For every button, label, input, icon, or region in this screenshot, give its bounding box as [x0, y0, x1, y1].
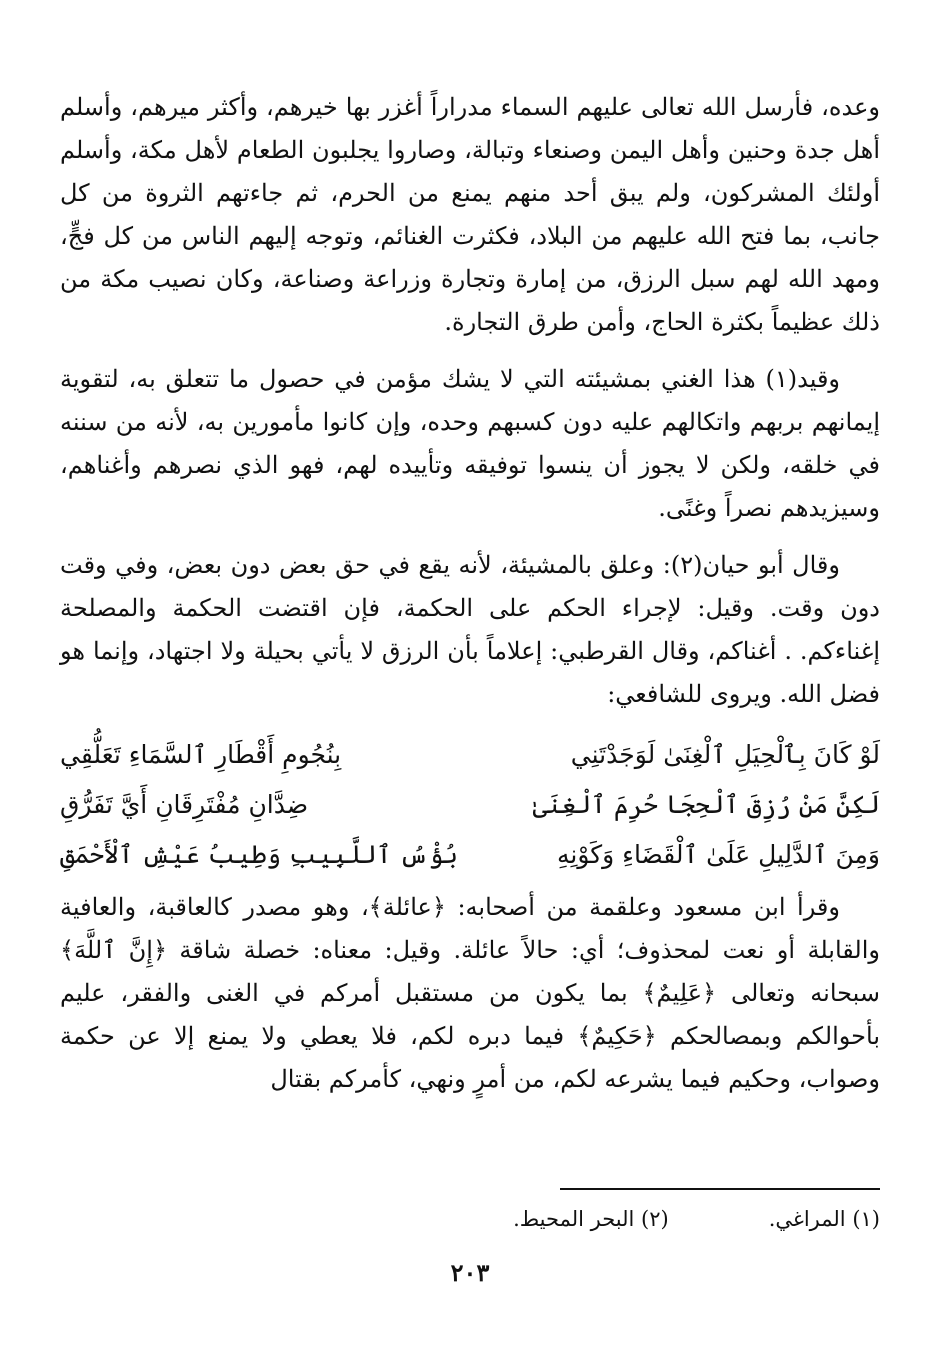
- main-text: [60, 86, 880, 1115]
- hemistich-second: بِنُجُومِ أَقْطَارِ ٱلسَّمَاءِ تَعَلُّقِي: [60, 740, 342, 769]
- footnote-1: (١) المراغي.: [768, 1207, 880, 1231]
- hemistich-second: بُؤْسُ ٱللَّبِيبِ وَطِيبُ عَيْشِ ٱلْأَحْمَقِ: [60, 840, 458, 869]
- footnotes: [60, 1204, 880, 1234]
- paragraph-4: وقرأ ابن مسعود وعلقمة من أصحابه: ﴿عائلة﴾، وهو مصدر كالعاقبة، والعافية والقابلة أو نعت لمحذوف؛ أي: حالاً عائلة. وقيل: معناه: خصلة شاقة ﴿إِنَّ ٱللَّهَ﴾ سبحانه وتعالى ﴿عَلِيمٌ﴾ بما يكون من مستقبل أمركم في الغنى والفقر، عليم بأحوالكم وبمصالحكم ﴿حَكِيمٌ﴾ فيما دبره لكم، فلا يعطي ولا يمنع إلا عن حكمة وصواب، وحكيم فيما يشرعه لكم، من أمرٍ ونهي، كأمركم بقتال: [60, 893, 881, 1093]
- footnote-2: (٢) البحر المحيط.: [513, 1207, 669, 1231]
- hemistich-second: ضِدَّانِ مُفْتَرِقَانِ أَيَّ تَفَرُّقِ: [60, 790, 309, 819]
- poem-verse: [60, 730, 880, 780]
- paragraph-3: وقال أبو حيان(٢): وعلق بالمشيئة، لأنه يقع في حق بعض دون بعض، وفي وقت دون وقت. وقيل: لإجراء الحكم على الحكمة، فإن اقتضت الحكمة والمصلحة إغناءكم. . أغناكم، وقال القرطبي: إعلاماً بأن الرزق لا يأتي بحيلة ولا اجتهاد، وإنما هو فضل الله. ويروى للشافعي:: [60, 551, 880, 708]
- page-number: ٢٠٣: [450, 1258, 490, 1287]
- hemistich-first: لَوْ كَانَ بِٱلْحِيَلِ ٱلْغِنَىٰ لَوَجَدْتَنِي: [570, 740, 880, 769]
- hemistich-first: وَمِنَ ٱلدَّلِيلِ عَلَىٰ ٱلْقَضَاءِ وَكَوْنِهِ: [556, 840, 880, 869]
- footnote-divider: [560, 1188, 880, 1190]
- paragraph-1: وعده، فأرسل الله تعالى عليهم السماء مدراراً أغزر بها خيرهم، وأكثر ميرهم، وأسلم أهل جدة وحنين وأهل اليمن وصنعاء وتبالة، وصاروا يجلبون الطعام لأهل مكة، وأسلم أولئك المشركون، ولم يبق أحد منهم يمنع من الحرم، ثم جاءتهم الثروة من كل جانب، بما فتح الله عليهم من البلاد، فكثرت الغنائم، وتوجه إليهم الناس من كل فجٍّ، ومهد الله لهم سبل الرزق، من إمارة وتجارة وزراعة وصناعة، وكان نصيب مكة من ذلك عظيماً بكثرة الحاج، وأمن طرق التجارة.: [60, 93, 880, 336]
- poem: [60, 730, 880, 880]
- poem-verse: [60, 830, 880, 880]
- poem-verse: [60, 780, 880, 830]
- paragraph-2: وقيد(١) هذا الغني بمشيئته التي لا يشك مؤمن في حصول ما تتعلق به، لتقوية إيمانهم بربهم واتكالهم عليه دون كسبهم وحده، وإن كانوا مأمورين به، لأنه من سننه في خلقه، ولكن لا يجوز أن ينسوا توفيقه وتأييده لهم، فهو الذي نصرهم وأغناهم، وسيزيدهم نصراً وغنًى.: [60, 365, 880, 522]
- hemistich-first: لَكِنَّ مَنْ رُزِقَ ٱلْحِجَا حُرِمَ ٱلْغِنَىٰ: [532, 790, 880, 819]
